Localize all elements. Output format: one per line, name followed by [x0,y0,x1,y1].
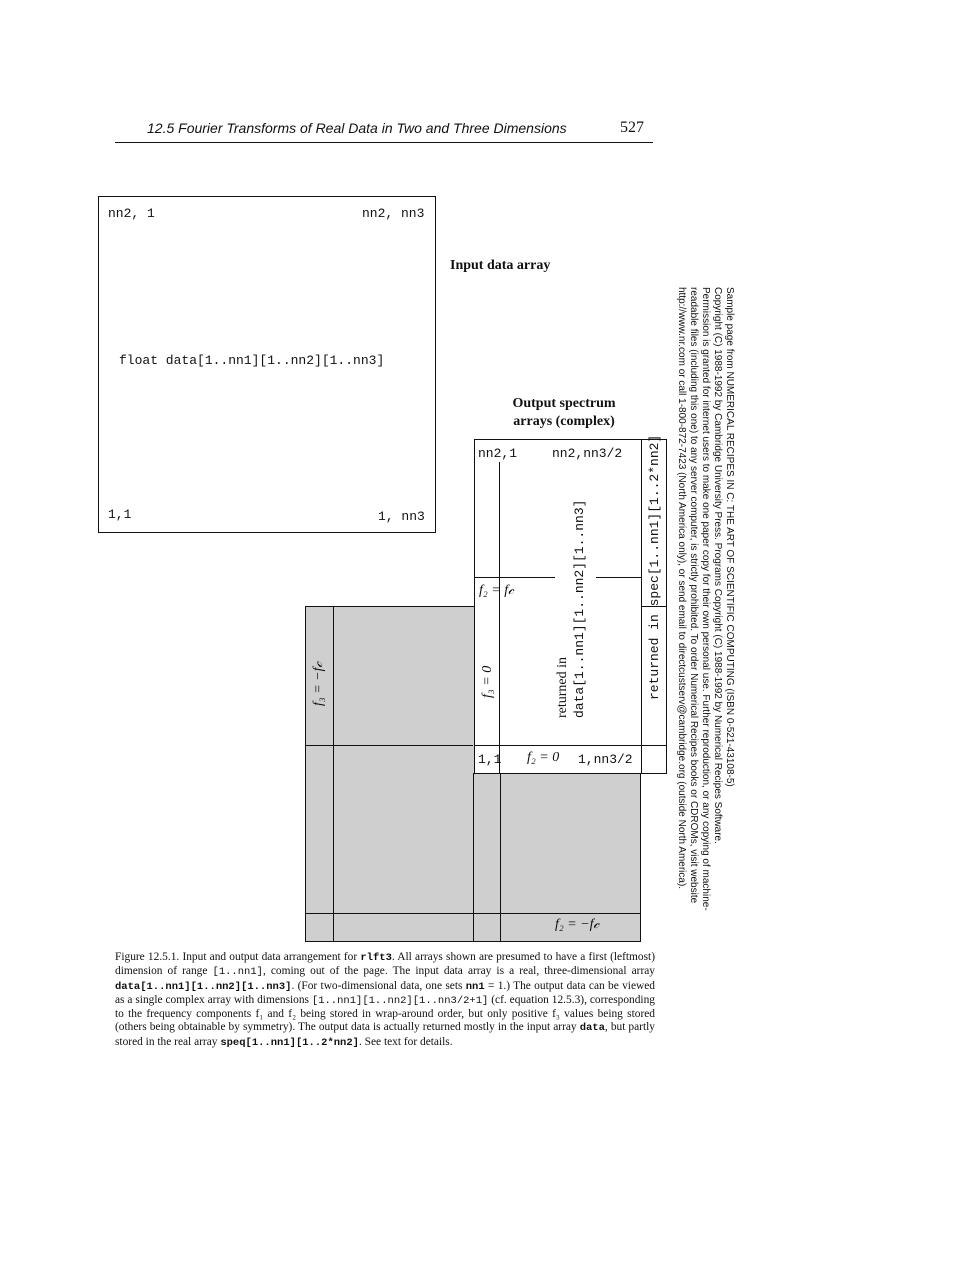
output-line-bottom-inner [474,745,667,746]
sidebar-line: Sample page from NUMERICAL RECIPES IN C: THE ART OF SCIENTIFIC COMPUTING (ISBN 0-521-43108-5) [724,287,735,787]
input-bottom-right: 1, nn3 [378,509,425,524]
header-rule [115,142,653,143]
caption-text: Figure 12.5.1. Input and output data arrangement for [115,951,361,963]
data-array-label: data[1..nn1][1..nn2][1..nn3] [572,499,587,718]
output-axis-f3-zero [499,462,500,774]
output-array-box [474,439,667,774]
shaded-divider-mid-b [500,773,501,942]
sidebar-line: Permission is granted for internet users to make one paper copy for their own personal use. Further reproduction, or any copying of machine- [700,287,711,911]
input-top-left: nn2, 1 [108,206,155,221]
shaded-divider-mid-a [473,773,474,942]
output-line-f2-fc [474,577,555,578]
shaded-divider-bottom [305,913,641,914]
caption-code: [1..nn1] [212,966,263,979]
sidebar-line: readable files (including this one) to any server computer, is strictly prohibited. To order Numerical Recipes books or CDROMs, visit website [688,287,699,904]
output-bottom-right: 1,nn3/2 [578,752,633,767]
shaded-f3-neg-fc-label: f₃ = −f𝒸 [311,661,326,706]
caption-code: data [579,1022,605,1035]
sidebar-line: Copyright (C) 1988-1992 by Cambridge University Press. Programs Copyright (C) 1988-1992 by Numerical Recipes Software. [712,287,723,844]
caption-code: nn1 [465,980,485,993]
input-bottom-left: 1,1 [108,507,132,522]
output-bottom-mid: f₂ = 0 [527,750,560,765]
output-line-f2-fc-right [596,577,641,578]
input-array-declaration: float data[1..nn1][1..nn2][1..nn3] [119,353,385,368]
output-top-right: nn2,nn3/2 [552,446,623,461]
caption-text: (cf. equation 12.5.3), corresponding to the frequency components f₁ and f₂ being stored in wrap-around order, but only positive f₃ values being stored (others being obtainable by symmetry). The output data is actually returned mostly in the input array [115,993,655,1034]
running-header-title: 12.5 Fourier Transforms of Real Data in Two and Three Dimensions [147,120,567,136]
returned-in-label: returned in [555,656,570,718]
caption-text: , but partly stored in the real array [115,1021,655,1048]
shaded-f2-neg-fc-label: f₂ = −f𝒸 [555,917,600,932]
output-bottom-left: 1,1 [478,752,502,767]
caption-code: [1..nn1][1..nn2][1..nn3/2+1] [311,994,489,1007]
caption-text: = 1.) The output data can be viewed as a single complex array with dimensions [115,979,655,1006]
caption-text: . All arrays shown are presumed to have a first (leftmost) dimension of range [115,951,655,978]
output-f3-zero-label: f₃ = 0 [480,665,495,698]
caption-text: , coming out of the page. The input data array is a real, three-dimensional array [262,965,655,978]
caption-code: data[1..nn1][1..nn2][1..nn3] [115,980,292,993]
spec-array-label: returned in spec[1..nn1][1..2*nn2] [647,434,662,700]
copyright-sidebar [675,287,735,911]
caption-text: . See text for details. [358,1035,453,1048]
figure-caption [115,951,655,1050]
output-f2-fc-label: f₂ = f𝒸 [479,583,514,598]
caption-code: rlft3 [360,952,392,964]
shaded-divider-left [333,606,334,942]
output-top-left: nn2,1 [478,446,518,461]
output-spectrum-label-line2: arrays (complex) [513,414,615,429]
input-top-right: nn2, nn3 [362,206,425,221]
caption-code: speq[1..nn1][1..2*nn2] [220,1036,359,1049]
sidebar-line: http://www.nr.com or call 1-800-872-7423 (North America only), or send email to directcustserv@cambridge.org (outside North America). [676,287,687,890]
page-number: 527 [620,119,644,136]
caption-text: . (For two-dimensional data, one sets [291,979,466,992]
input-data-label: Input data array [450,258,551,273]
output-spectrum-label-line1: Output spectrum [512,396,616,411]
shaded-divider-top [305,745,473,746]
